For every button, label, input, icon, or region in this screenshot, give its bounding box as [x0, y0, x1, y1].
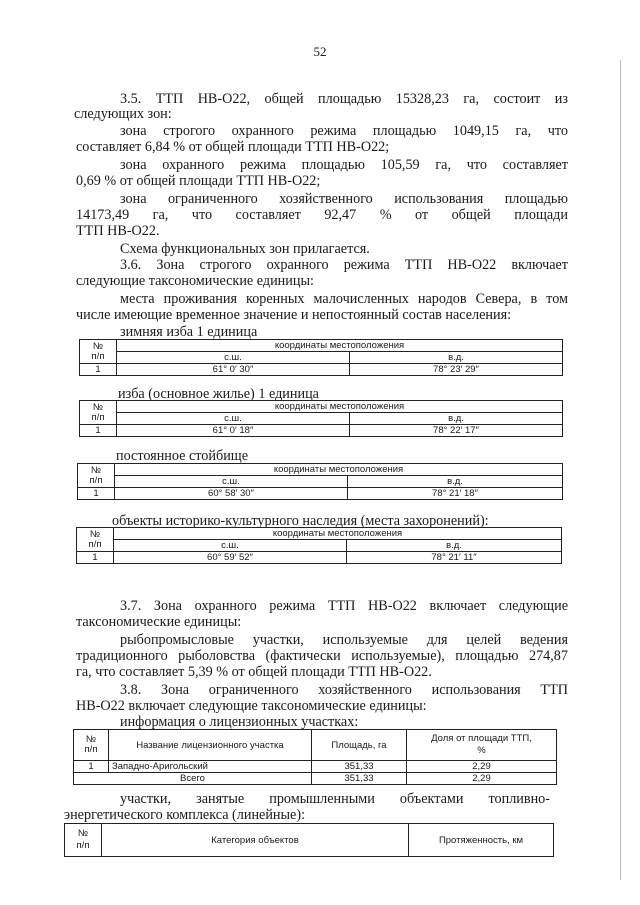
fuel-objects-table [64, 823, 554, 857]
lat-value: 60° 59′ 52″ [114, 552, 347, 564]
winter-hut-coords-table [79, 339, 563, 376]
row-num: 1 [80, 364, 117, 376]
zone-protect-line-1: зона охранного режима площадью 105,59 га, что составляет [120, 157, 568, 173]
share-header: Доля от площади ТТП, % [407, 730, 557, 761]
fishing-line-1: рыбопромысловые участки, используемые для целей ведения [120, 632, 568, 648]
lon-value: 78° 21′ 11″ [347, 552, 562, 564]
camp-coords-table [77, 463, 563, 500]
lat-header: с.ш. [117, 352, 350, 364]
lat-header: с.ш. [115, 476, 348, 488]
fishing-line-3: га, что составляет 5,39 % от общей площади ТТП НВ-О22. [76, 664, 432, 680]
scheme-note: Схема функциональных зон прилагается. [120, 241, 370, 257]
row-num: 1 [77, 552, 114, 564]
category-header: Категория объектов [102, 824, 409, 857]
num-header: № п/п [80, 340, 117, 364]
main-hut-caption: изба (основное жилье) 1 единица [118, 386, 319, 402]
lon-value: 78° 22′ 17″ [350, 425, 563, 437]
lon-header: в.д. [350, 352, 563, 364]
zone-limited-line-3: ТТП НВ-О22. [76, 223, 160, 239]
zone-limited-line-1: зона ограниченного хозяйственного использования площадью [120, 191, 568, 207]
total-share: 2,29 [407, 773, 557, 785]
lon-value: 78° 21′ 18″ [348, 488, 563, 500]
lon-header: в.д. [350, 413, 563, 425]
zone-limited-line-2: 14173,49 га, что составляет 92,47 % от общей площади [76, 207, 568, 223]
num-header: № п/п [65, 824, 102, 857]
section-3-5-line-1: 3.5. ТТП НВ-О22, общей площадью 15328,23 га, состоит из [120, 91, 568, 107]
license-areas-table [73, 729, 557, 785]
row-num: 1 [80, 425, 117, 437]
section-3-8-line-1: 3.8. Зона ограниченного хозяйственного использования ТТП [120, 682, 568, 698]
num-header: № п/п [80, 401, 117, 425]
zone-strict-line-1: зона строгого охранного режима площадью 1049,15 га, что [120, 123, 568, 139]
fuel-objects-line-1: участки, занятые промышленными объектами топливно- [120, 791, 550, 807]
num-header: № п/п [77, 528, 114, 552]
license-share: 2,29 [407, 761, 557, 773]
license-info-caption: информация о лицензионных участках: [120, 714, 359, 730]
lat-header: с.ш. [117, 413, 350, 425]
lat-value: 61° 0′ 30″ [117, 364, 350, 376]
section-3-5-line-2: следующих зон: [74, 106, 172, 122]
lat-header: с.ш. [114, 540, 347, 552]
row-num: 1 [78, 488, 115, 500]
num-header: № п/п [78, 464, 115, 488]
section-3-7-line-2: таксономические единицы: [76, 614, 242, 630]
lon-header: в.д. [348, 476, 563, 488]
total-area: 351,33 [312, 773, 407, 785]
zone-protect-line-2: 0,69 % от общей площади ТТП НВ-О22; [76, 173, 321, 189]
scan-edge-line [620, 60, 621, 880]
coords-header: координаты местоположения [117, 340, 563, 352]
heritage-caption: объекты историко-культурного наследия (места захоронений): [112, 513, 489, 529]
license-name: Западно-Аригольский [109, 761, 312, 773]
section-3-7-line-1: 3.7. Зона охранного режима ТТП НВ-О22 включает следующие [120, 598, 568, 614]
section-3-6-line-1: 3.6. Зона строгого охранного режима ТТП НВ-О22 включает [120, 257, 568, 273]
coords-header: координаты местоположения [115, 464, 563, 476]
area-header: Площадь, га [312, 730, 407, 761]
length-header: Протяженность, км [409, 824, 554, 857]
lat-value: 60° 58′ 30″ [115, 488, 348, 500]
name-header: Название лицензионного участка [109, 730, 312, 761]
license-area: 351,33 [312, 761, 407, 773]
main-hut-coords-table [79, 400, 563, 437]
zone-strict-line-2: составляет 6,84 % от общей площади ТТП НВ-О22; [76, 139, 390, 155]
camp-caption: постоянное стойбище [116, 448, 249, 464]
page-number: 52 [313, 44, 327, 59]
places-line-2: числе имеющие временное значение и непостоянный состав населения: [76, 307, 512, 323]
section-3-6-line-2: следующие таксономические единицы: [76, 273, 314, 289]
coords-header: координаты местоположения [117, 401, 563, 413]
total-label: Всего [74, 773, 312, 785]
winter-hut-caption: зимняя изба 1 единица [120, 324, 258, 340]
lon-value: 78° 23′ 29″ [350, 364, 563, 376]
row-num: 1 [74, 761, 109, 773]
num-header: № п/п [74, 730, 109, 761]
fishing-line-2: традиционного рыболовства (фактически используемые), площадью 274,87 [76, 648, 568, 664]
coords-header: координаты местоположения [114, 528, 562, 540]
lon-header: в.д. [347, 540, 562, 552]
lat-value: 61° 0′ 18″ [117, 425, 350, 437]
heritage-coords-table [76, 527, 562, 564]
fuel-objects-line-2: энергетического комплекса (линейные): [64, 807, 306, 823]
section-3-8-line-2: НВ-О22 включает следующие таксономические единицы: [76, 698, 427, 714]
places-line-1: места проживания коренных малочисленных народов Севера, в том [120, 291, 568, 307]
